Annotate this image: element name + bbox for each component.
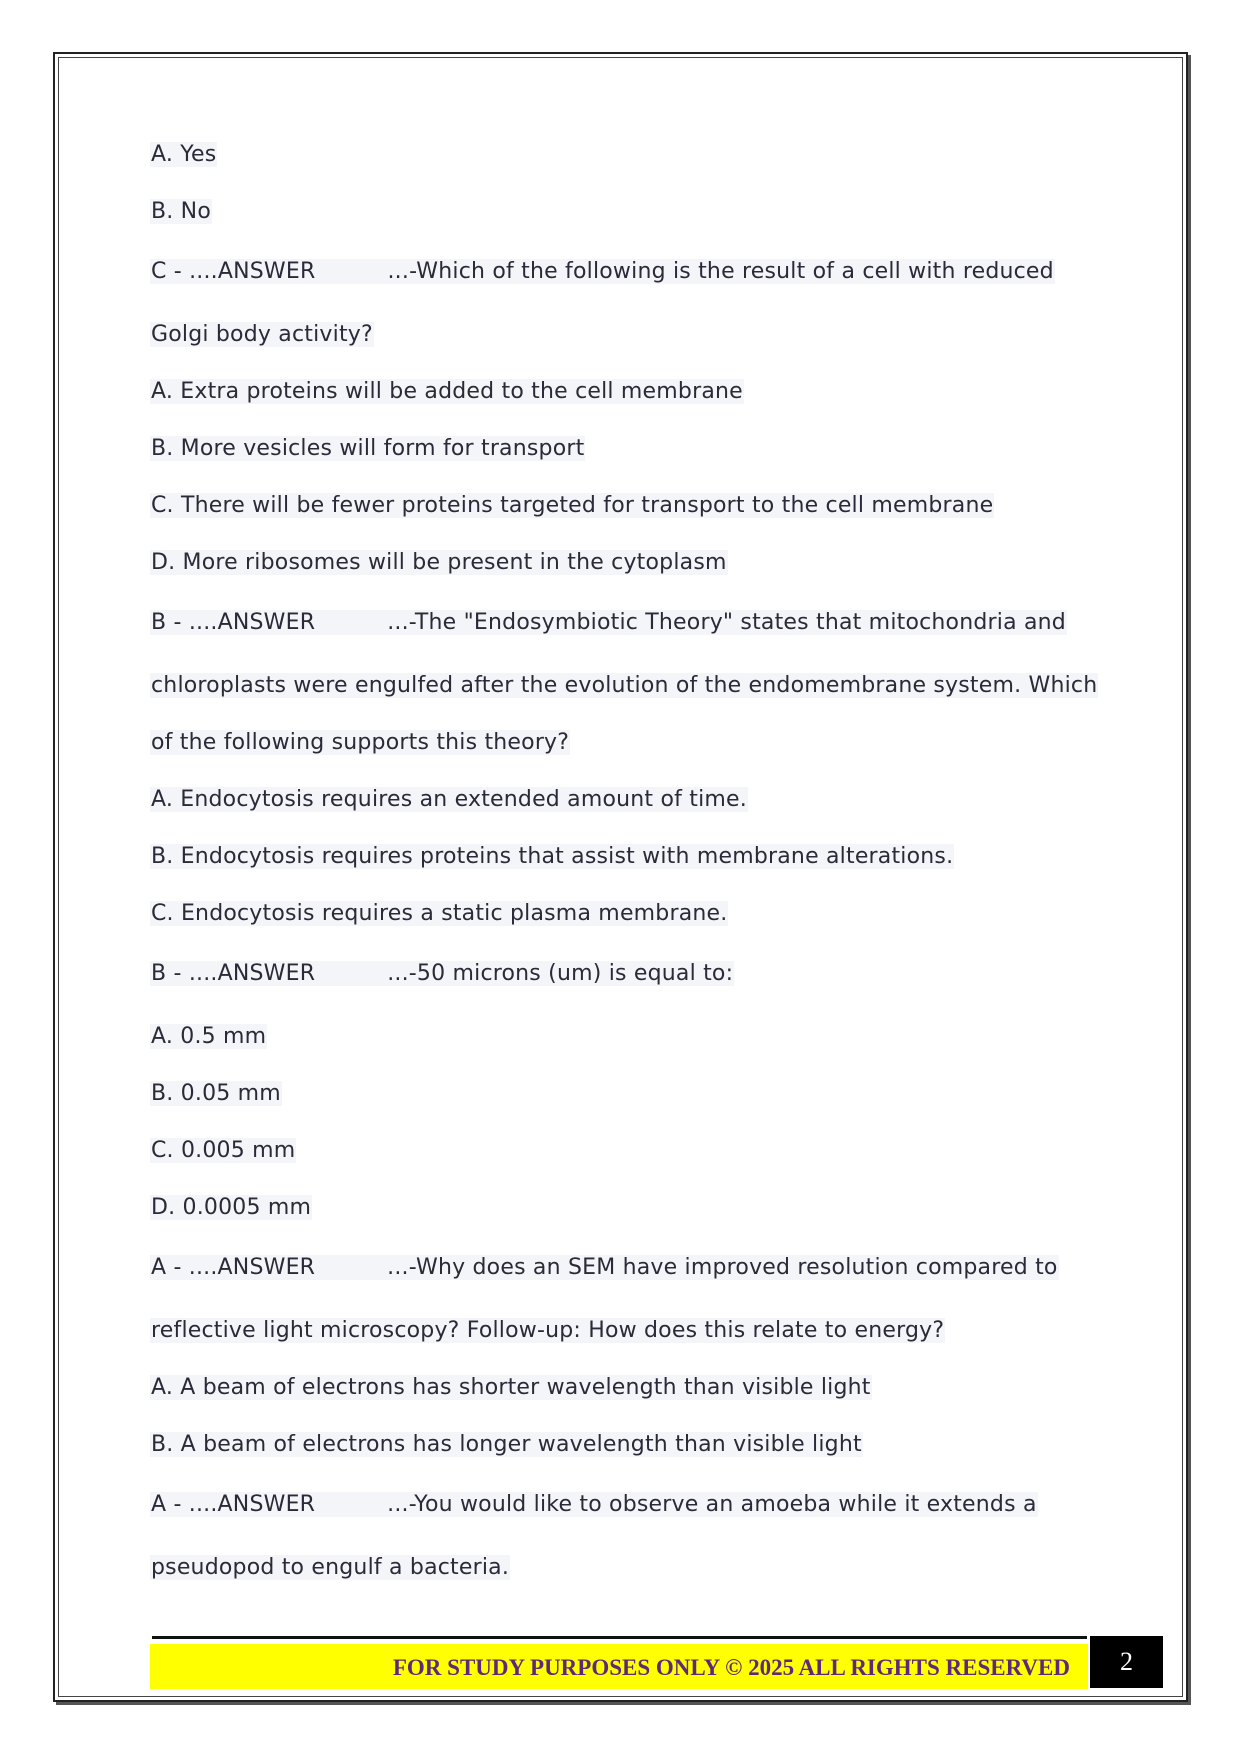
text-line: of the following supports this theory? [151, 730, 570, 755]
answer-line: A - ....ANSWER ...-You would like to observe an amoeba while it extends a [151, 1492, 1037, 1517]
footer-divider [152, 1636, 1087, 1639]
text-line: B. No [151, 199, 211, 224]
answer-line: B - ....ANSWER ...-50 microns (um) is equal to: [151, 961, 734, 986]
text-line: C. 0.005 mm [151, 1138, 296, 1163]
text-line: A. Yes [151, 142, 217, 167]
text-line: B. Endocytosis requires proteins that assist with membrane alterations. [151, 844, 954, 869]
footer-notice: FOR STUDY PURPOSES ONLY © 2025 ALL RIGHTS RESERVED [392, 1655, 1070, 1680]
text-line: chloroplasts were engulfed after the evolution of the endomembrane system. Which [151, 673, 1098, 698]
answer-line: B - ....ANSWER ...-The "Endosymbiotic Theory" states that mitochondria and [151, 610, 1066, 635]
text-line: A. Endocytosis requires an extended amount of time. [151, 787, 747, 812]
text-line: A. Extra proteins will be added to the cell membrane [151, 379, 743, 404]
answer-label: B - ....ANSWER [151, 961, 316, 986]
text-line: pseudopod to engulf a bacteria. [151, 1555, 510, 1580]
text-line: A. 0.5 mm [151, 1024, 267, 1049]
text-line: C. Endocytosis requires a static plasma membrane. [151, 901, 728, 926]
answer-label: B - ....ANSWER [151, 610, 316, 635]
answer-line: A - ....ANSWER ...-Why does an SEM have improved resolution compared to [151, 1255, 1058, 1280]
page-number: 2 [1090, 1636, 1163, 1688]
answer-label: C - ....ANSWER [151, 259, 316, 284]
answer-label: A - ....ANSWER [151, 1492, 316, 1517]
text-line: Golgi body activity? [151, 322, 373, 347]
text-line: A. A beam of electrons has shorter wavelength than visible light [151, 1375, 871, 1400]
text-line: C. There will be fewer proteins targeted for transport to the cell membrane [151, 493, 994, 518]
text-line: B. A beam of electrons has longer wavelength than visible light [151, 1432, 862, 1457]
answer-label: A - ....ANSWER [151, 1255, 316, 1280]
text-line: B. More vesicles will form for transport [151, 436, 585, 461]
text-line: B. 0.05 mm [151, 1081, 281, 1106]
text-line: D. 0.0005 mm [151, 1195, 312, 1220]
text-line: reflective light microscopy? Follow-up: How does this relate to energy? [151, 1318, 945, 1343]
text-line: D. More ribosomes will be present in the cytoplasm [151, 550, 727, 575]
answer-line: C - ....ANSWER ...-Which of the following is the result of a cell with reduced [151, 259, 1054, 284]
